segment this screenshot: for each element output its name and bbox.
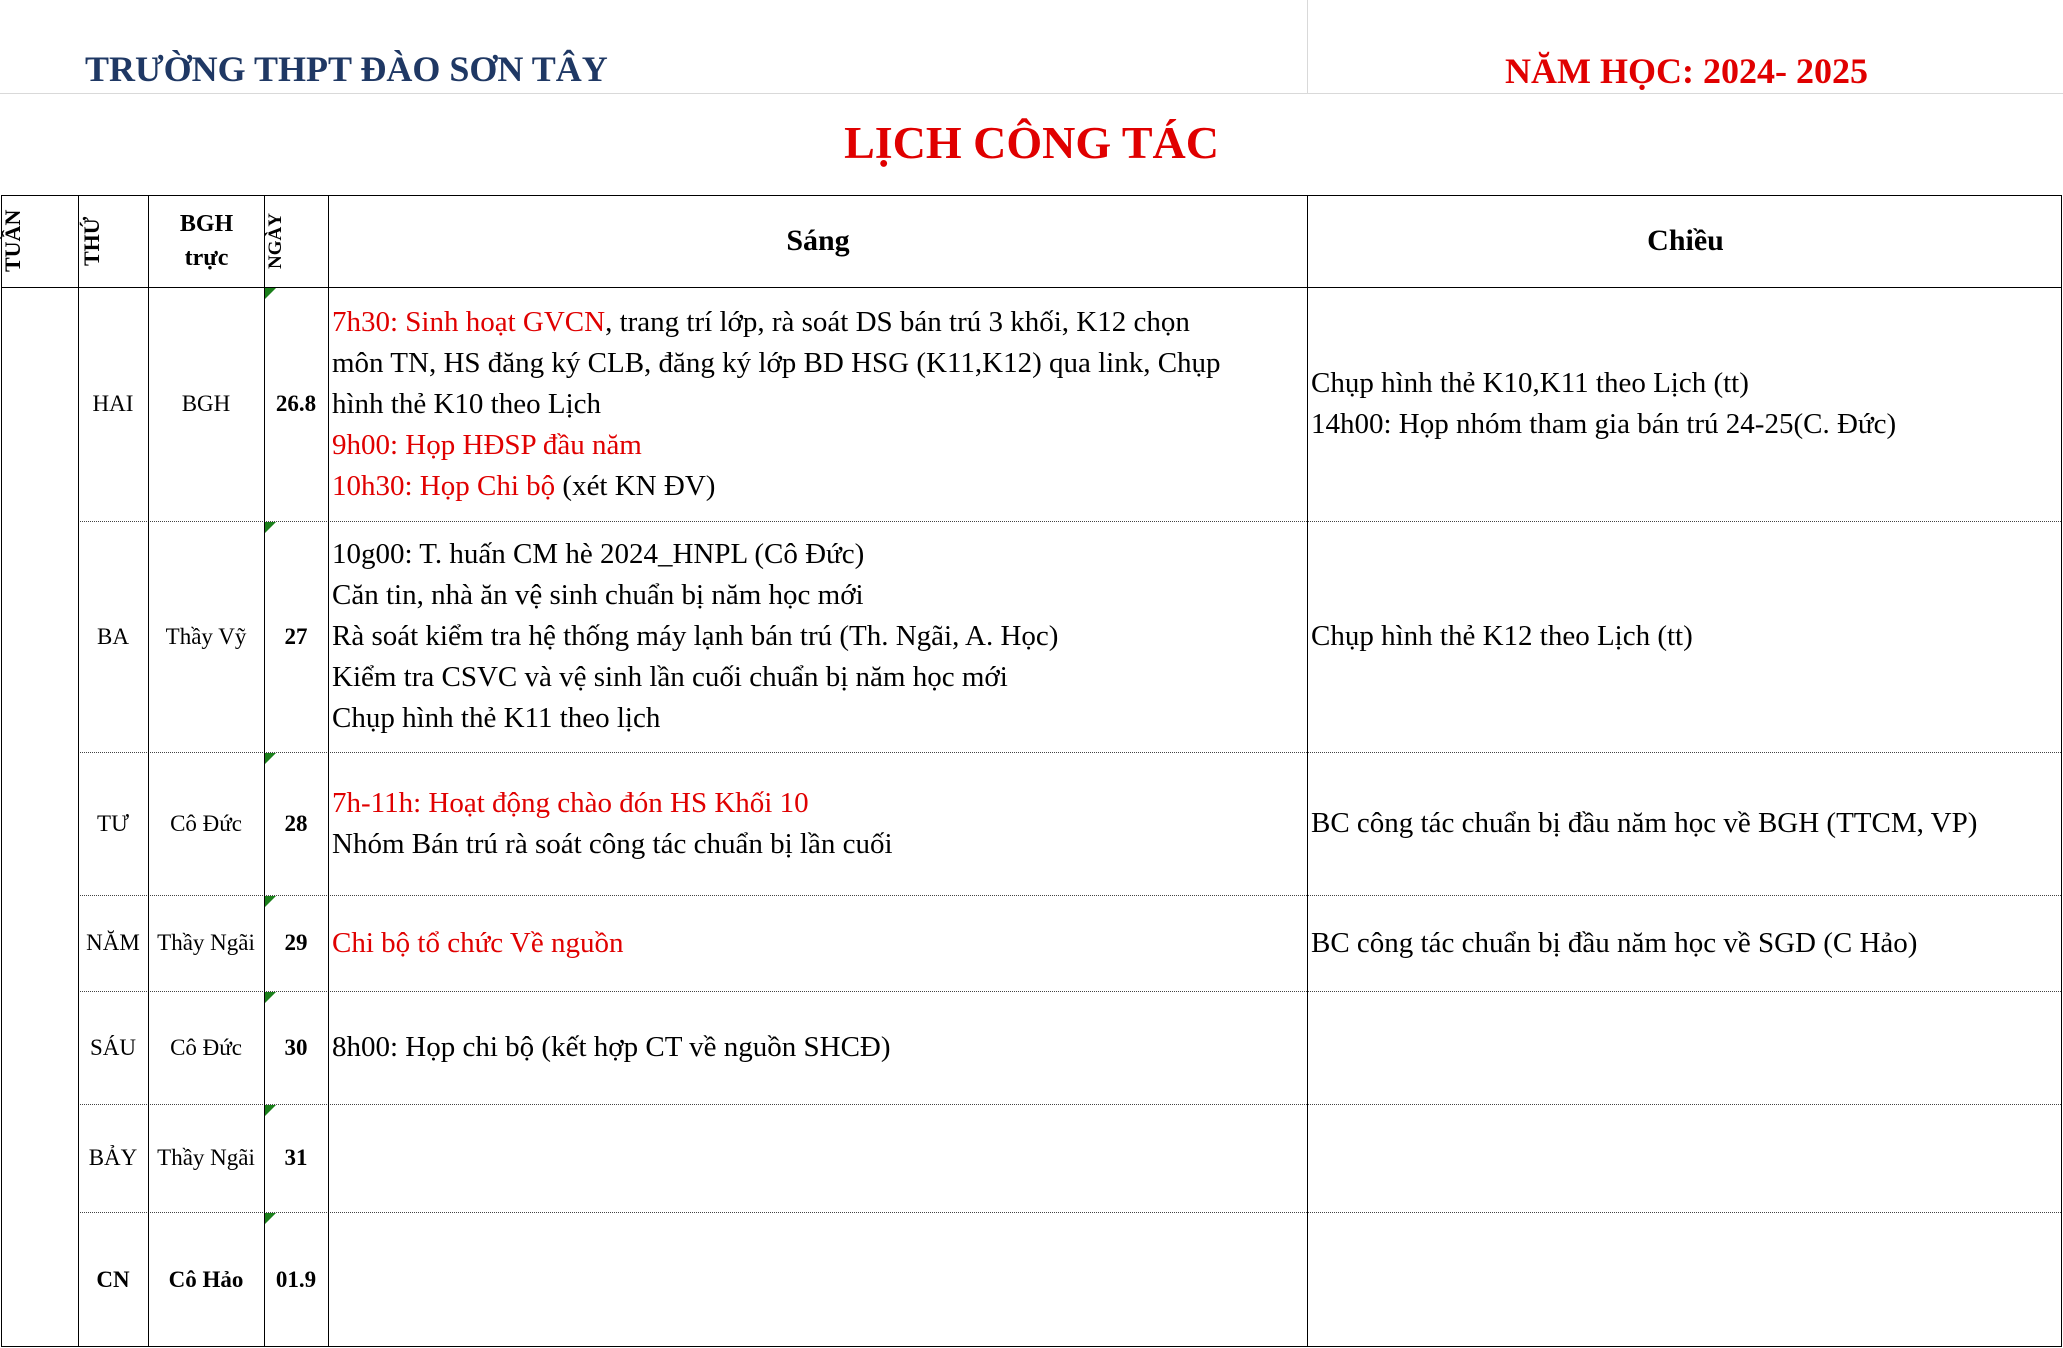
text-line [332, 534, 1305, 575]
text-run: Căn tin, nhà ăn vệ sinh chuẩn bị năm học mới [332, 579, 864, 611]
col-header-thu-label: THỨ [79, 216, 104, 266]
column-border [328, 195, 329, 1347]
text-run: BC công tác chuẩn bị đầu năm học về BGH (TTCM, VP) [1311, 807, 1978, 839]
school-name: TRƯỜNG THPT ĐÀO SƠN TÂY [85, 49, 608, 89]
duty-admin-cell: Thầy Ngãi [157, 930, 255, 955]
morning-cell [332, 521, 1305, 752]
text-run: Nhóm Bán trú rà soát công tác chuẩn bị lần cuối [332, 827, 893, 860]
top-gridline-v [1307, 0, 1308, 93]
text-run: Kiểm tra CSVC và vệ sinh lần cuối chuẩn bị năm học mới [332, 661, 1008, 693]
text-line [1311, 616, 2059, 657]
afternoon-cell [1311, 991, 2059, 1104]
text-line [332, 302, 1305, 343]
day-cell: HAI [92, 391, 134, 416]
day-cell: TƯ [97, 810, 129, 836]
text-line [332, 1027, 1305, 1068]
duty-admin-cell: Thầy Vỹ [165, 623, 247, 649]
cell-comment-marker [265, 1213, 276, 1224]
text-line [1311, 923, 2059, 964]
date-cell: 01.9 [275, 1266, 317, 1292]
duty-admin-cell: BGH [181, 391, 231, 416]
cell-comment-marker [265, 992, 276, 1003]
morning-cell [332, 991, 1305, 1104]
col-header-tuan [0, 196, 76, 286]
col-header-bgh-line1: BGH [179, 211, 234, 237]
date-cell: 29 [284, 930, 308, 955]
text-run: BC công tác chuẩn bị đầu năm học về SGD (C Hảo) [1311, 926, 1918, 959]
afternoon-cell [1311, 752, 2059, 895]
day-cell: NĂM [86, 930, 140, 955]
col-header-ngay [265, 196, 328, 286]
afternoon-cell [1311, 1212, 2059, 1347]
column-border [1307, 195, 1308, 1347]
top-gridline [0, 93, 2063, 94]
morning-cell [332, 1212, 1305, 1347]
col-header-sang: Sáng [786, 224, 850, 257]
text-run: 7h-11h: Hoạt động chào đón HS Khối 10 [332, 786, 809, 819]
text-line [332, 824, 1305, 865]
text-line [1311, 363, 2059, 404]
text-run: 10g00: T. huấn CM hè 2024_HNPL (Cô Đức) [332, 538, 865, 570]
column-border [1, 195, 2, 1347]
date-cell: 27 [284, 623, 308, 649]
duty-admin-cell: Cô Đức [170, 1034, 242, 1060]
date-cell: 26.8 [275, 391, 317, 416]
page-title: LỊCH CÔNG TÁC [844, 117, 1219, 168]
text-line [1311, 404, 2059, 445]
text-line [332, 384, 1305, 425]
morning-cell [332, 895, 1305, 991]
text-run: Rà soát kiểm tra hệ thống máy lạnh bán trú (Th. Ngãi, A. Học) [332, 620, 1059, 652]
cell-comment-marker [265, 753, 276, 764]
column-border [2061, 195, 2062, 1347]
text-line [332, 575, 1305, 616]
text-run: , trang trí lớp, rà soát DS bán trú 3 khối, K12 chọn [605, 305, 1190, 338]
cell-comment-marker [265, 896, 276, 907]
text-run: Chụp hình thẻ K10,K11 theo Lịch (tt) [1311, 367, 1749, 399]
school-year: NĂM HỌC: 2024- 2025 [1505, 51, 1868, 91]
text-line [332, 425, 1305, 466]
text-line [332, 616, 1305, 657]
cell-comment-marker [265, 1105, 276, 1116]
text-run: Chi bộ tổ chức Về nguồn [332, 926, 624, 959]
col-header-tuan-label: TUẦN [0, 209, 25, 273]
morning-cell [332, 287, 1305, 521]
afternoon-cell [1311, 287, 2059, 521]
col-header-bgh-line2: trực [184, 245, 229, 271]
day-cell: BẢY [88, 1145, 138, 1170]
text-run: 9h00: Họp HĐSP đầu năm [332, 428, 642, 461]
date-cell: 31 [284, 1145, 308, 1170]
text-line [1311, 803, 2059, 844]
date-cell: 28 [284, 810, 308, 836]
duty-admin-cell: Cô Đức [170, 810, 242, 836]
cell-comment-marker [265, 288, 276, 299]
afternoon-cell [1311, 521, 2059, 752]
text-line [332, 466, 1305, 507]
afternoon-cell [1311, 895, 2059, 991]
text-run: 7h30: Sinh hoạt GVCN [332, 305, 606, 338]
text-run: 8h00: Họp chi bộ (kết hợp CT về nguồn SHCĐ) [332, 1031, 891, 1063]
date-cell: 30 [284, 1034, 308, 1060]
text-run: (xét KN ĐV) [555, 469, 716, 502]
text-run: 14h00: Họp nhóm tham gia bán trú 24-25(C. Đức) [1311, 408, 1897, 440]
text-line [332, 783, 1305, 824]
duty-admin-cell: Thầy Ngãi [157, 1145, 255, 1170]
text-line [332, 343, 1305, 384]
afternoon-cell [1311, 1104, 2059, 1212]
col-header-chieu: Chiều [1647, 224, 1724, 257]
col-header-bgh [149, 196, 264, 286]
text-run: môn TN, HS đăng ký CLB, đăng ký lớp BD HSG (K11,K12) qua link, Chụp [332, 346, 1221, 379]
duty-admin-cell: Cô Hảo [168, 1266, 244, 1292]
day-cell: SÁU [89, 1034, 136, 1060]
morning-cell [332, 1104, 1305, 1212]
morning-cell [332, 752, 1305, 895]
table-top-border [1, 195, 2061, 196]
text-line [332, 698, 1305, 739]
text-line [332, 657, 1305, 698]
text-run: Chụp hình thẻ K11 theo lịch [332, 702, 661, 734]
day-cell: CN [96, 1266, 130, 1292]
text-line [332, 923, 1305, 964]
text-run: 10h30: Họp Chi bộ [332, 469, 556, 502]
col-header-thu [79, 196, 148, 286]
day-cell: BA [97, 623, 129, 649]
cell-comment-marker [265, 522, 276, 533]
text-run: hình thẻ K10 theo Lịch [332, 387, 602, 420]
text-run: Chụp hình thẻ K12 theo Lịch (tt) [1311, 620, 1693, 652]
col-header-ngay-label: NGÀY [265, 213, 286, 269]
